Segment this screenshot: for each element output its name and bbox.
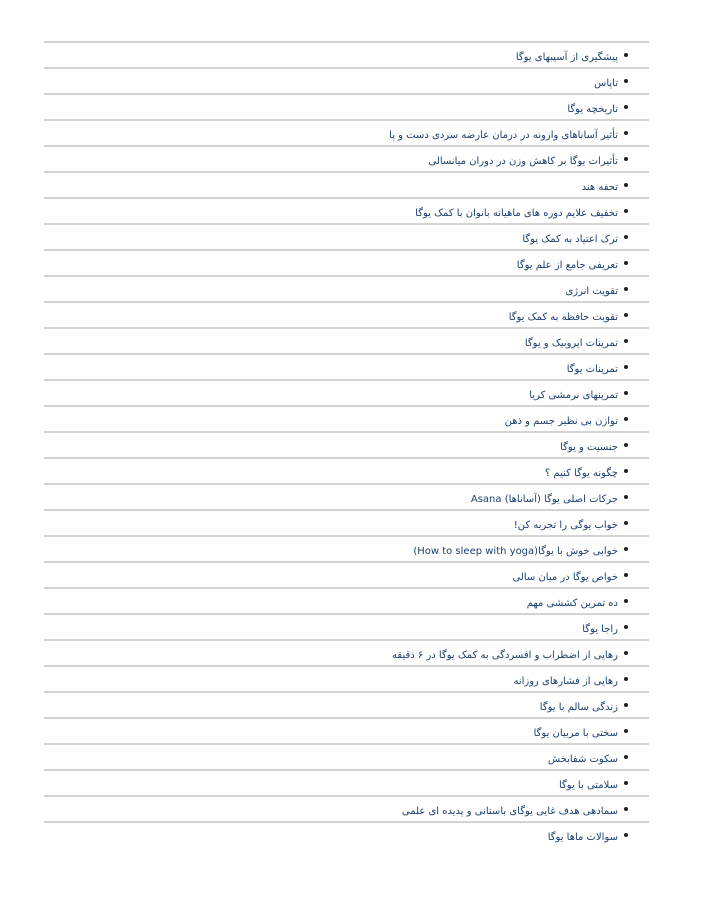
article-link[interactable]: رهایی از اضطراب و افسردگی به کمک یوگا در ۶ دقیقه [392,650,618,661]
list-item [44,719,649,745]
bullet-icon [624,833,628,837]
bullet-icon [624,781,628,785]
list-item [44,745,649,771]
bullet-icon [624,573,628,577]
list-item [44,199,649,225]
article-link[interactable]: زندگی سالم با یوگا [539,702,618,713]
article-link[interactable]: تاریخچه یوگا [567,104,618,115]
bullet-icon [624,157,628,161]
bullet-icon [624,313,628,317]
bullet-icon [624,209,628,213]
article-link[interactable]: سختی با مربیان یوگا [533,728,618,739]
list-item [44,225,649,251]
list-item [44,589,649,615]
article-link[interactable]: رهایی از فشارهای روزانه [513,676,618,687]
bullet-icon [624,625,628,629]
list-item [44,43,649,69]
article-link[interactable]: سلامتی با یوگا [559,780,618,791]
list-item [44,771,649,797]
bullet-icon [624,651,628,655]
bullet-icon [624,105,628,109]
article-link[interactable]: ترک اعتیاد به کمک یوگا [522,234,618,245]
list-item [44,277,649,303]
list-item [44,381,649,407]
article-link[interactable]: جنسیت و یوگا [560,442,618,453]
list-item [44,69,649,95]
list-item [44,615,649,641]
bullet-icon [624,339,628,343]
article-link[interactable]: تمرینهای نرمشی کریا [529,390,618,401]
list-item [44,797,649,823]
bullet-icon [624,131,628,135]
article-link[interactable]: چگونه یوگا کنیم ؟ [544,468,618,479]
article-link[interactable]: تأثیرات یوگا بر کاهش وزن در دوران میانسالی [428,156,618,167]
list-item [44,667,649,693]
article-link[interactable]: تقویت حافظه به کمک یوگا [508,312,618,323]
bullet-icon [624,677,628,681]
article-link[interactable]: حرکات اصلی یوگا (آساناها) Asana [470,494,618,505]
bullet-icon [624,521,628,525]
article-link[interactable]: تمرینات یوگا [566,364,618,375]
list-item [44,511,649,537]
article-link[interactable]: تمرینات ایروبیک و یوگا [524,338,618,349]
article-link[interactable]: سمادهی هدف غایی یوگای باستانی و پدیده ای علمی [401,806,618,817]
bullet-icon [624,807,628,811]
list-item [44,121,649,147]
list-item [44,95,649,121]
bullet-icon [624,261,628,265]
article-link[interactable]: تقویت انرژی [565,286,618,297]
article-link[interactable]: پیشگیری از آسیبهای یوگا [515,52,618,63]
list-item [44,329,649,355]
list-item [44,641,649,667]
bullet-icon [624,599,628,603]
bullet-icon [624,235,628,239]
bullet-icon [624,53,628,57]
article-list [44,41,649,847]
article-link[interactable]: سوالات ماها یوگا [547,832,618,843]
list-item [44,407,649,433]
article-link[interactable]: تحفه هند [581,182,618,193]
article-link[interactable]: خوابی خوش با یوگا(How to sleep with yoga) [413,546,618,557]
article-link[interactable]: راجا یوگا [582,624,618,635]
bullet-icon [624,365,628,369]
list-item [44,303,649,329]
article-link[interactable]: سکوت شفابخش [547,754,618,765]
bullet-icon [624,417,628,421]
list-item [44,433,649,459]
article-link[interactable]: تاپاس [594,78,618,89]
list-item [44,459,649,485]
list-item [44,147,649,173]
bullet-icon [624,79,628,83]
list-item [44,173,649,199]
bullet-icon [624,183,628,187]
bullet-icon [624,495,628,499]
bullet-icon [624,703,628,707]
list-item [44,251,649,277]
bullet-icon [624,287,628,291]
article-link[interactable]: توازن بی نظیر جسم و ذهن [504,416,618,427]
article-link[interactable]: تخفیف علایم دوره های ماهیانه بانوان با کمک یوگا [415,208,618,219]
article-link[interactable]: خواص یوگا در میان سالی [512,572,618,583]
bullet-icon [624,755,628,759]
list-item [44,693,649,719]
list-item [44,823,649,847]
article-link[interactable]: ده تمرین کششی مهم [526,598,618,609]
bullet-icon [624,469,628,473]
bullet-icon [624,391,628,395]
bullet-icon [624,729,628,733]
list-item [44,537,649,563]
article-link[interactable]: خواب یوگی را تجربه کن! [513,520,618,531]
bullet-icon [624,547,628,551]
list-item [44,355,649,381]
bullet-icon [624,443,628,447]
list-item [44,563,649,589]
article-link[interactable]: تعریفی جامع از علم یوگا [516,260,618,271]
list-item [44,485,649,511]
article-link[interactable]: تأثیر آسانا‌های وارونه در درمان عارضه سردی دست و پا [389,130,618,141]
